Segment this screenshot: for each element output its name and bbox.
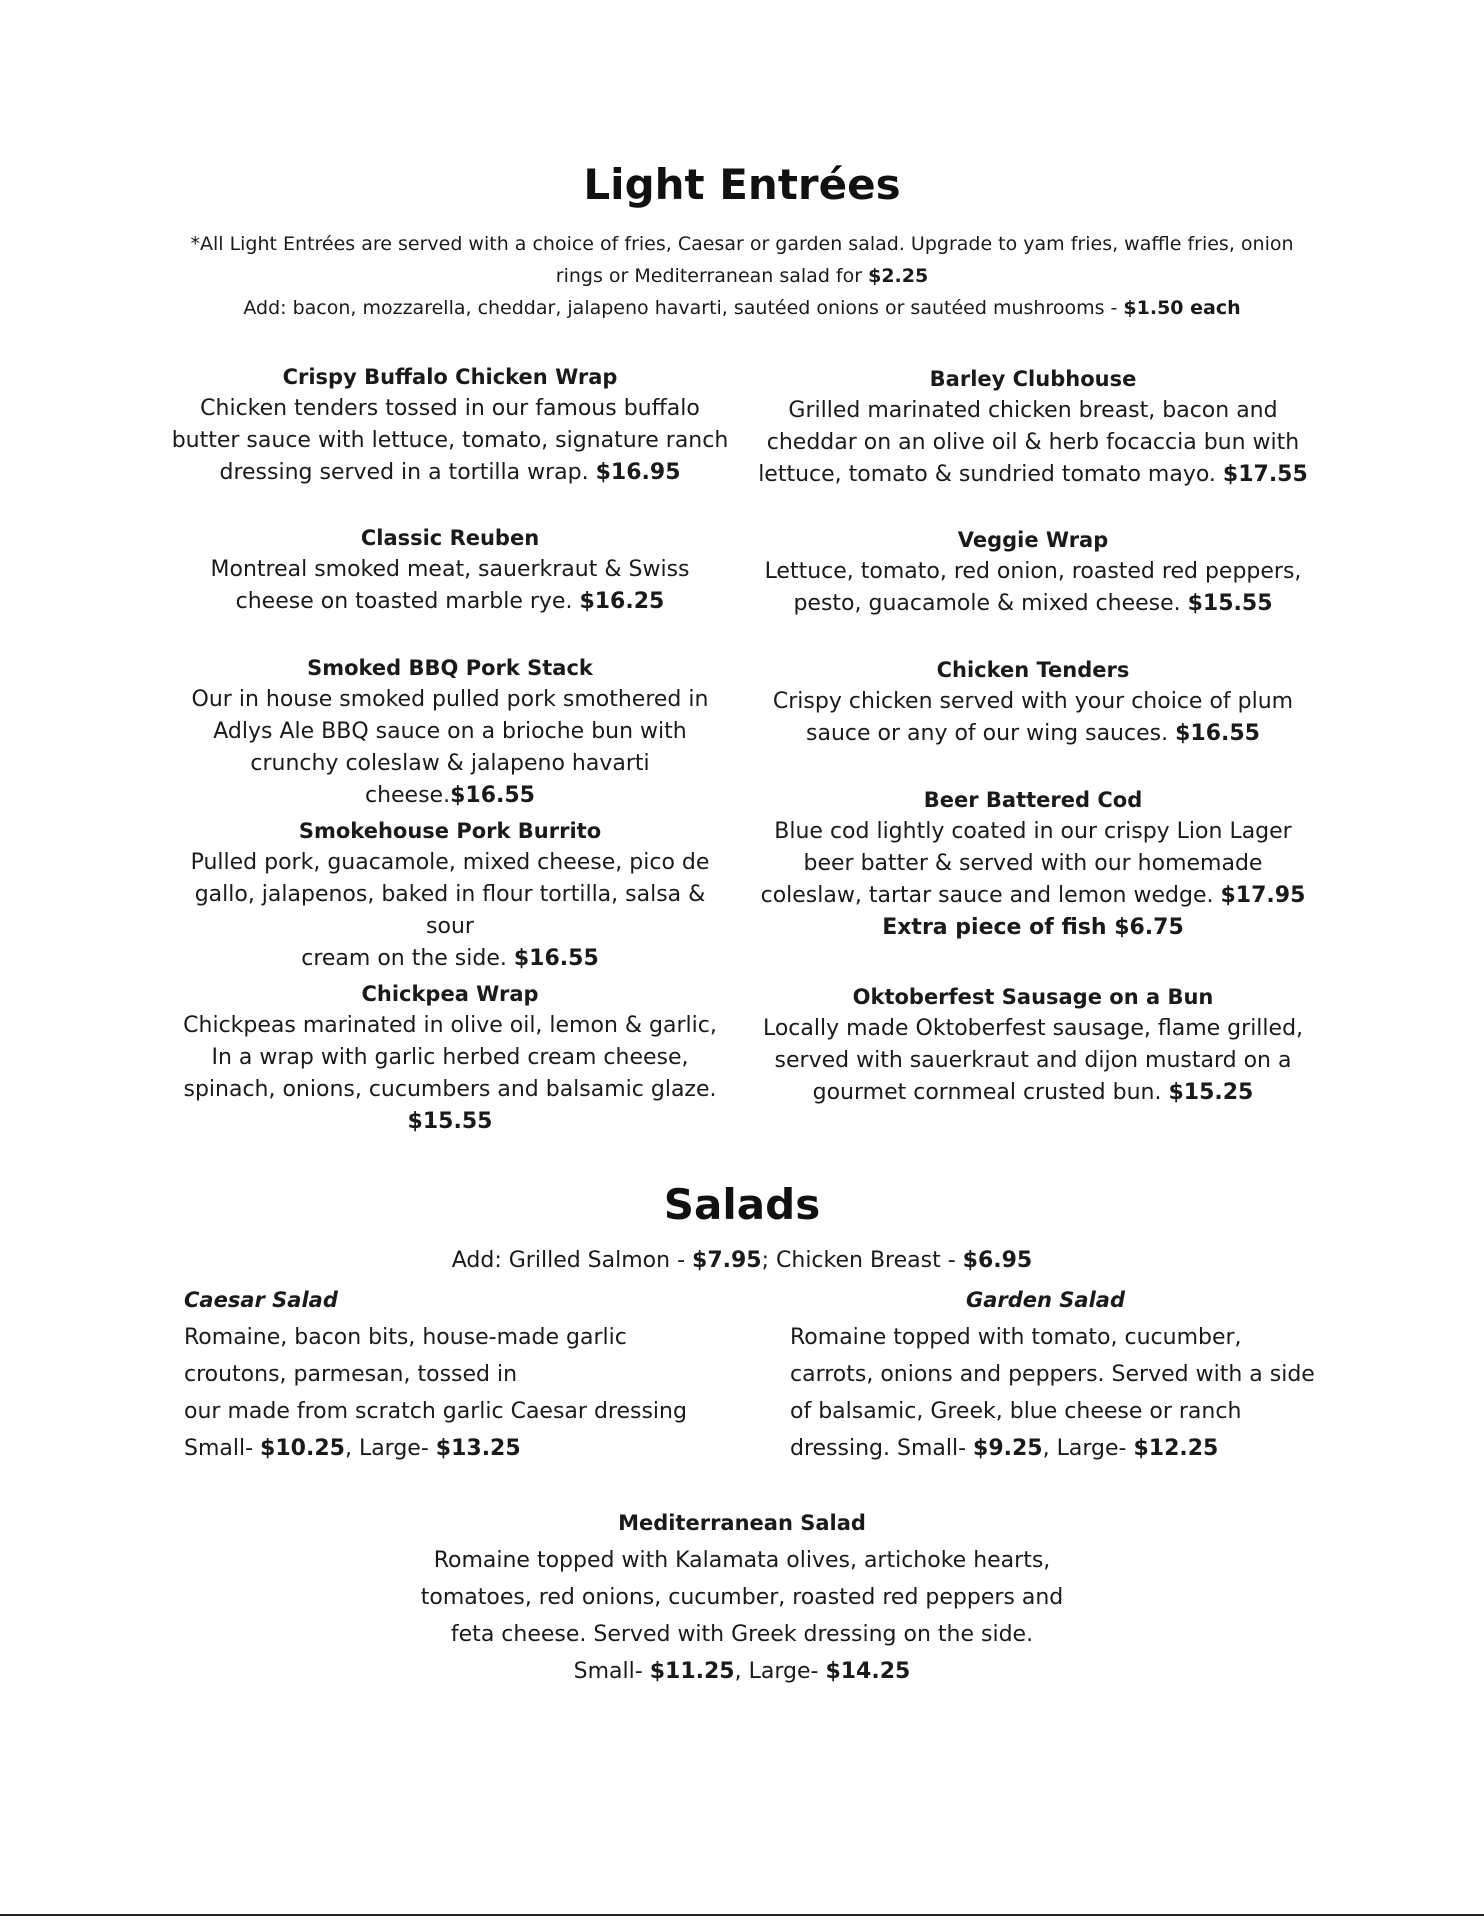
item-price: $15.55 [1187, 591, 1273, 616]
item-price: $15.25 [1168, 1080, 1254, 1105]
item-name: Veggie Wrap [957, 528, 1109, 552]
item-name: Crispy Buffalo Chicken Wrap [282, 365, 618, 389]
note-line-2: rings or Mediterranean salad for $2.25 [555, 265, 929, 287]
item-name: Beer Battered Cod [923, 788, 1143, 812]
salad-name: Mediterranean Salad [618, 1511, 866, 1535]
menu-item-barley-clubhouse: Barley Clubhouse Grilled marinated chicken breast, bacon and cheddar on an olive oil & herb focaccia bun with lettuce, tomato & sundried tomato mayo. $17.55 [753, 363, 1313, 491]
light-entrees-note [140, 228, 1344, 324]
item-name: Chicken Tenders [936, 658, 1130, 682]
menu-item-chicken-tenders: Chicken Tenders Crispy chicken served with your choice of plum sauce or any of our wing sauces. $16.55 [753, 654, 1313, 750]
menu-item-chickpea-wrap: Chickpea Wrap Chickpeas marinated in olive oil, lemon & garlic, In a wrap with garlic herbed cream cheese, spinach, onions, cucumbers and balsamic glaze. $15.55 [170, 978, 730, 1138]
item-name: Oktoberfest Sausage on a Bun [852, 985, 1214, 1009]
salad-name: Caesar Salad [184, 1288, 338, 1312]
item-price: $16.25 [579, 589, 665, 614]
note-line-1: *All Light Entrées are served with a choice of fries, Caesar or garden salad. Upgrade to yam fries, waffle fries, onion [190, 233, 1294, 255]
item-price: $17.55 [1222, 462, 1308, 487]
item-price: $15.55 [407, 1109, 493, 1134]
item-name: Barley Clubhouse [929, 367, 1137, 391]
item-price: $16.95 [595, 460, 681, 485]
menu-item-smoked-bbq-pork-stack: Smoked BBQ Pork Stack Our in house smoked pulled pork smothered in Adlys Ale BBQ sauce on a brioche bun with crunchy coleslaw & jalapeno havarti cheese.$16.55 [170, 652, 730, 812]
salads-title: Salads [663, 1180, 821, 1229]
salads-add-ons: Add: Grilled Salmon - $7.95; Chicken Breast - $6.95 [451, 1248, 1033, 1273]
caesar-salad: Caesar Salad Romaine, bacon bits, house-made garlic croutons, parmesan, tossed in our made from scratch garlic Caesar dressing Small- $10.25, Large- $13.25 [184, 1282, 744, 1467]
menu-item-beer-battered-cod: Beer Battered Cod Blue cod lightly coated in our crispy Lion Lager beer batter & served with our homemade coleslaw, tartar sauce and lemon wedge. $17.95 Extra piece of fish $6.75 [753, 784, 1313, 944]
menu-item-veggie-wrap: Veggie Wrap Lettuce, tomato, red onion, roasted red peppers, pesto, guacamole & mixed cheese. $15.55 [753, 524, 1313, 620]
mediterranean-salad: Mediterranean Salad Romaine topped with Kalamata olives, artichoke hearts, tomatoes, red onions, cucumber, roasted red peppers and feta cheese. Served with Greek dressing on the side. Small- $11.25, Large- $14.25 [300, 1505, 1184, 1690]
item-price: $16.55 [1175, 721, 1260, 746]
menu-item-classic-reuben: Classic Reuben Montreal smoked meat, sauerkraut & Swiss cheese on toasted marble rye. $16.25 [170, 522, 730, 618]
salad-name: Garden Salad [966, 1288, 1125, 1312]
item-price: $16.55 [450, 783, 535, 808]
garden-salad: Garden Salad Romaine topped with tomato, cucumber, carrots, onions and peppers. Served with a side of balsamic, Greek, blue cheese or ranch dressing. Small- $9.25, Large- $12.25 [790, 1282, 1350, 1467]
item-name: Smoked BBQ Pork Stack [307, 656, 593, 680]
page-bottom-rule [0, 1914, 1484, 1916]
item-name: Chickpea Wrap [361, 982, 539, 1006]
menu-item-oktoberfest-sausage: Oktoberfest Sausage on a Bun Locally made Oktoberfest sausage, flame grilled, served with sauerkraut and dijon mustard on a gourmet cornmeal crusted bun. $15.25 [753, 981, 1313, 1109]
menu-item-crispy-buffalo-chicken-wrap: Crispy Buffalo Chicken Wrap Chicken tenders tossed in our famous buffalo butter sauce with lettuce, tomato, signature ranch dressing served in a tortilla wrap. $16.95 [170, 361, 730, 489]
item-price: $16.55 [513, 946, 599, 971]
menu-item-smokehouse-pork-burrito: Smokehouse Pork Burrito Pulled pork, guacamole, mixed cheese, pico de gallo, jalapenos, baked in flour tortilla, salsa & sour cream on the side. $16.55 [170, 815, 730, 975]
add-ons-line: Add: bacon, mozzarella, cheddar, jalapeno havarti, sautéed onions or sautéed mushrooms - $1.50 each [243, 297, 1241, 319]
item-name: Classic Reuben [360, 526, 540, 550]
item-price: $17.95 [1220, 883, 1306, 908]
item-name: Smokehouse Pork Burrito [298, 819, 602, 843]
light-entrees-title: Light Entrées [583, 160, 901, 209]
item-extra: Extra piece of fish $6.75 [882, 915, 1184, 940]
